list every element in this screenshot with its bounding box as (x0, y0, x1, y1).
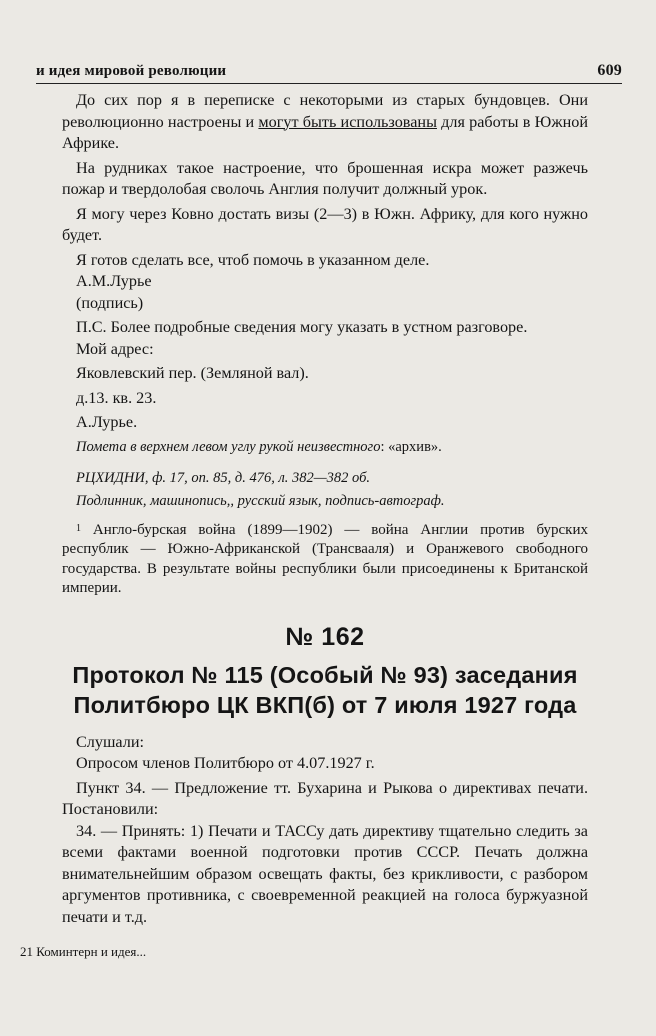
signature-mark: 21 Коминтерн и идея... (20, 944, 147, 959)
protocol-poll: Опросом членов Политбюро от 4.07.1927 г. (76, 754, 375, 772)
archive-reference: РЦХИДНИ, ф. 17, оп. 85, д. 476, л. 382—382 об. (76, 469, 371, 486)
address-signature: А.Лурье. (76, 413, 138, 431)
footnote (62, 521, 588, 599)
postscript: П.С. Более подробные сведения могу указать в устном разговоре. (76, 318, 528, 336)
remark (62, 438, 588, 457)
underlined-text: могут быть использованы (258, 112, 437, 131)
running-title: и идея мировой революции (36, 63, 227, 79)
remark-italic: Помета в верхнем левом углу рукой неизвестного (76, 438, 381, 455)
paragraph-bundists (62, 90, 588, 155)
address-street: Яковлевский пер. (Земляной вал). (76, 364, 309, 382)
running-header (36, 58, 622, 84)
page-number: 609 (597, 62, 622, 79)
paragraph-mines: На рудниках такое настроение, что брошенная искра может разжечь пожар и твердолобая сволочь Англия получит должный урок. (62, 158, 588, 198)
protocol-item: Пункт 34. — Предложение тт. Бухарина и Рыкова о директивах печати. Постановили: (62, 778, 588, 818)
archive-description: Подлинник, машинопись,, русский язык, подпись-автограф. (76, 492, 445, 509)
signature-label: (подпись) (76, 293, 144, 312)
footnote-text: Англо-бурская война (1899—1902) — война Англии против бурских республик — Южно-Африканской (Трансвааля) и Оранжевого свободного государства. В результате войны республики были присоединены к Британской империи. (62, 521, 588, 596)
text-run: До сих пор я в переписке с некоторыми из старых бундовцев. Они революционно настроены и (62, 91, 588, 131)
signature-name: А.М.Лурье (76, 272, 152, 290)
protocol-decision: 34. — Принять: 1) Печати и ТАССу дать директиву тщательно следить за всеми фактами военной подготовки против СССР. Печать должна внимательнейшим образом освещать факты, без крикливости, с разбором аргументов противника, с своевременной реакцией на голоса буржуазной печати и т.д. (62, 821, 588, 926)
paragraph-ready: Я готов сделать все, чтоб помочь в указанном деле. (76, 250, 430, 269)
remark-text: : «архив». (380, 438, 442, 455)
address-house: д.13. кв. 23. (76, 388, 157, 407)
page-content (62, 90, 588, 928)
footnote-mark: 1 (76, 522, 81, 534)
paragraph-visas: Я могу через Ковно достать визы (2—3) в Южн. Африку, для кого нужно будет. (62, 204, 588, 244)
document-title: Протокол № 115 (Особый № 93) заседания Политбюро ЦК ВКП(б) от 7 июля 1927 года (72, 661, 578, 718)
document-number: № 162 (285, 622, 365, 651)
address-label: Мой адрес: (76, 339, 154, 358)
protocol-heard: Слушали: (76, 732, 144, 751)
text-run: для работы в Южной Африке. (62, 112, 589, 152)
